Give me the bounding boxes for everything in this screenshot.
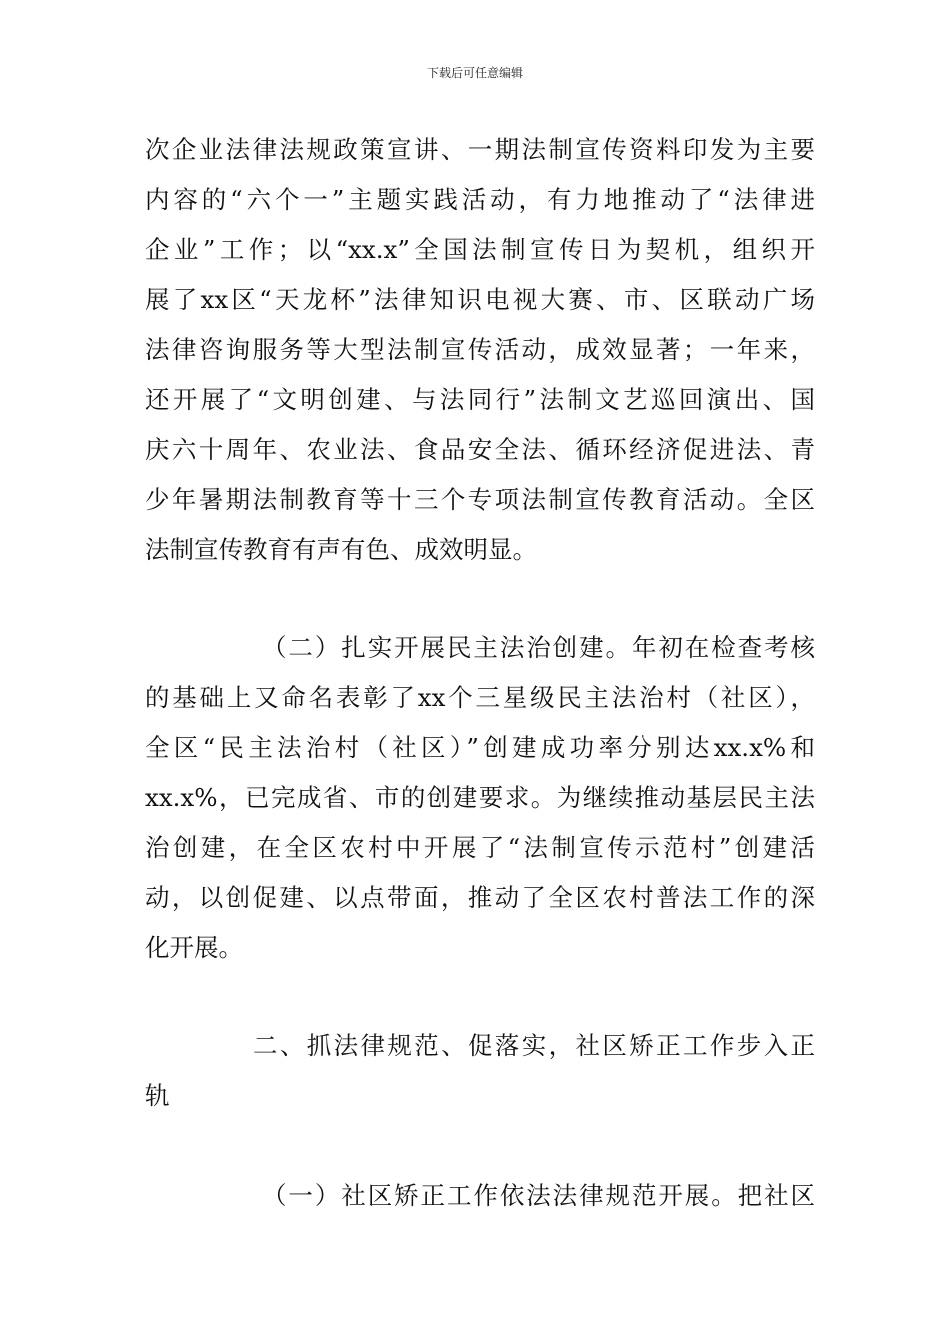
- paragraph-1-line-6: 还开展了“文明创建、与法同行”法制文艺巡回演出、国: [145, 385, 815, 414]
- paragraph-1-line-9: 法制宣传教育有声有色、成效明显。: [145, 535, 537, 564]
- paragraph-1-line-2: 内容的“六个一”主题实践活动，有力地推动了“法律进: [145, 185, 815, 214]
- paragraph-2-line-7: 化开展。: [145, 933, 243, 962]
- paragraph-1-line-3: 企业”工作；以“xx.x”全国法制宣传日为契机，组织开: [145, 235, 815, 264]
- section-heading-line-1: 二、抓法律规范、促落实，社区矫正工作步入正: [253, 1031, 815, 1060]
- paragraph-1-line-4: 展了xx区“天龙杯”法律知识电视大赛、市、区联动广场: [145, 285, 815, 314]
- section-heading-line-2: 轨: [145, 1081, 170, 1110]
- paragraph-2-line-4: xx.x%，已完成省、市的创建要求。为继续推动基层民主法: [145, 783, 815, 812]
- paragraph-1-line-5: 法律咨询服务等大型法制宣传活动，成效显著；一年来，: [145, 335, 815, 364]
- paragraph-1-line-7: 庆六十周年、农业法、食品安全法、循环经济促进法、青: [145, 435, 815, 464]
- paragraph-2-line-3: 全区“民主法治村（社区）”创建成功率分别达xx.x%和: [145, 733, 815, 762]
- paragraph-2-line-6: 动，以创促建、以点带面，推动了全区农村普法工作的深: [145, 883, 815, 912]
- paragraph-2-line-1: （二）扎实开展民主法治创建。年初在检查考核: [262, 633, 815, 662]
- page-header-note: 下载后可任意编辑: [426, 66, 523, 80]
- paragraph-1-line-8: 少年暑期法制教育等十三个专项法制宣传教育活动。全区: [145, 485, 815, 514]
- paragraph-2-line-2: 的基础上又命名表彰了xx个三星级民主法治村（社区），: [145, 683, 815, 712]
- paragraph-2-line-5: 治创建，在全区农村中开展了“法制宣传示范村”创建活: [145, 833, 815, 862]
- paragraph-3-line-1: （一）社区矫正工作依法法律规范开展。把社区: [262, 1181, 815, 1210]
- paragraph-1-line-1: 次企业法律法规政策宣讲、一期法制宣传资料印发为主要: [145, 135, 815, 164]
